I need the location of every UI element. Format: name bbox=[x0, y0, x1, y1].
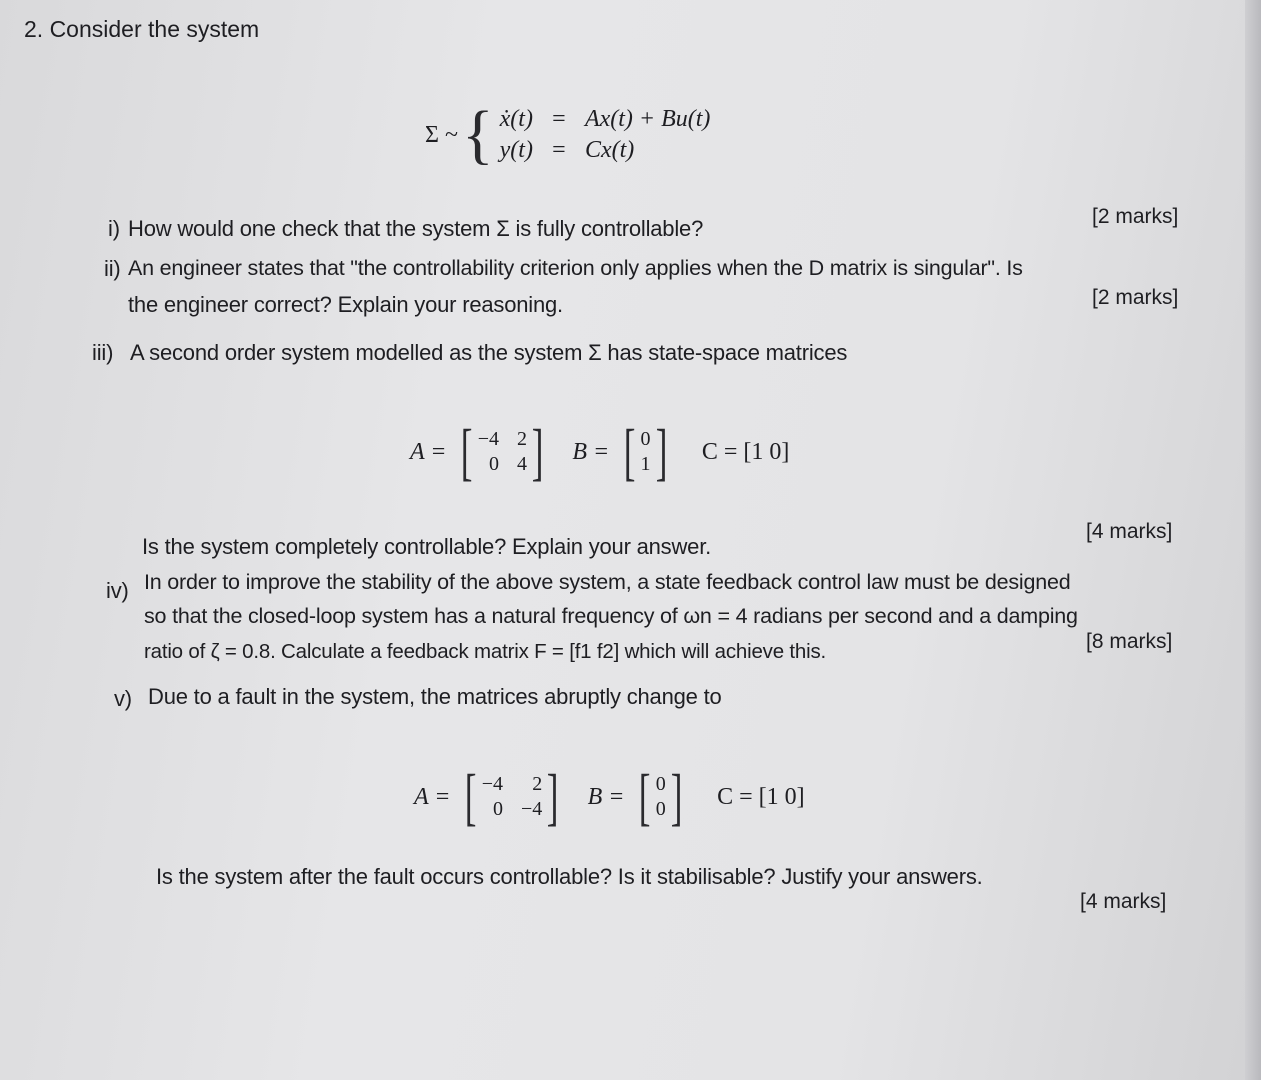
part-i-text: How would one check that the system Σ is fully controllable? bbox=[128, 216, 704, 241]
output: y(t) bbox=[499, 137, 533, 163]
matrix-a-entry: −4 bbox=[521, 798, 543, 820]
matrix-b-label: B = bbox=[572, 438, 610, 465]
matrix-a-entry: 0 bbox=[489, 453, 500, 475]
state-derivative: ẋ(t) bbox=[499, 106, 533, 132]
matrix-b bbox=[634, 761, 687, 832]
matrix-b-entry: 1 bbox=[640, 453, 651, 475]
left-bracket: [ bbox=[461, 416, 473, 487]
matrix-a-entry: 0 bbox=[493, 798, 504, 820]
matrix-a-entry: 4 bbox=[517, 453, 528, 475]
part-i-number: i) bbox=[108, 216, 120, 241]
right-bracket: ] bbox=[655, 416, 668, 487]
question-heading: 2. Consider the system bbox=[24, 16, 260, 42]
part-v-number: v) bbox=[114, 686, 132, 711]
left-bracket: [ bbox=[623, 416, 636, 487]
matrix-b-label: B = bbox=[587, 783, 625, 810]
right-bracket: ] bbox=[670, 761, 683, 832]
matrix-a-entry: 2 bbox=[532, 773, 543, 795]
part-iv-marks: [8 marks] bbox=[1086, 630, 1173, 653]
matrix-b-entry: 0 bbox=[655, 773, 666, 795]
left-bracket: [ bbox=[639, 761, 651, 832]
part-iii-question: Is the system completely controllable? Explain your answer. bbox=[142, 534, 712, 559]
part-i-marks: [2 marks] bbox=[1092, 205, 1179, 228]
right-bracket: ] bbox=[547, 761, 559, 832]
part-iii-marks: [4 marks] bbox=[1086, 520, 1173, 543]
part-v-marks: [4 marks] bbox=[1080, 890, 1167, 913]
matrix-a-entry: −4 bbox=[481, 773, 504, 795]
equation-grid bbox=[500, 106, 711, 164]
matrix-a-entry: −4 bbox=[477, 428, 500, 450]
matrix-b bbox=[619, 416, 672, 487]
part-iii-number: iii) bbox=[92, 340, 114, 365]
part-v-text: Due to a fault in the system, the matrices abruptly change to bbox=[148, 684, 722, 709]
equals-sign: = bbox=[552, 106, 566, 132]
matrices-iii bbox=[410, 416, 790, 487]
part-iv-line-3: ratio of ζ = 0.8. Calculate a feedback matrix F = [f1 f2] which will achieve this. bbox=[144, 640, 826, 663]
part-ii-line-1: An engineer states that "the controllability criterion only applies when the D matrix is singular". Is bbox=[128, 256, 1023, 280]
output-equation-rhs: Cx(t) bbox=[584, 137, 635, 163]
right-bracket: ] bbox=[531, 416, 544, 487]
system-equation bbox=[425, 98, 711, 171]
page-edge-shadow bbox=[1245, 0, 1261, 1080]
matrices-v bbox=[414, 761, 805, 832]
left-bracket: [ bbox=[465, 761, 477, 832]
part-ii-marks: [2 marks] bbox=[1092, 286, 1179, 309]
matrix-b-entry: 0 bbox=[640, 428, 651, 450]
matrix-a-entry: 2 bbox=[517, 428, 528, 450]
system-symbol: Σ ~ bbox=[425, 121, 458, 148]
part-ii-line-2: the engineer correct? Explain your reasoning. bbox=[128, 292, 563, 317]
equals-sign: = bbox=[552, 137, 566, 163]
part-iii-text: A second order system modelled as the system Σ has state-space matrices bbox=[130, 340, 848, 365]
part-iv-number: iv) bbox=[106, 578, 129, 603]
matrix-c: C = [1 0] bbox=[701, 438, 790, 465]
matrix-a bbox=[456, 416, 548, 487]
matrix-a-label: A = bbox=[414, 783, 451, 810]
matrix-c: C = [1 0] bbox=[717, 783, 805, 810]
left-brace: { bbox=[461, 98, 494, 171]
matrix-a bbox=[460, 761, 563, 832]
matrix-a-label: A = bbox=[410, 438, 447, 465]
part-v-question: Is the system after the fault occurs controllable? Is it stabilisable? Justify your answers. bbox=[156, 864, 983, 889]
part-iv-line-2: so that the closed-loop system has a natural frequency of ωn = 4 radians per second and a damping bbox=[144, 604, 1078, 628]
matrix-b-entry: 0 bbox=[655, 798, 666, 820]
part-ii-number: ii) bbox=[104, 256, 121, 281]
part-iv-line-1: In order to improve the stability of the above system, a state feedback control law must be designed bbox=[144, 570, 1071, 594]
state-equation-rhs: Ax(t) + Bu(t) bbox=[584, 106, 711, 132]
